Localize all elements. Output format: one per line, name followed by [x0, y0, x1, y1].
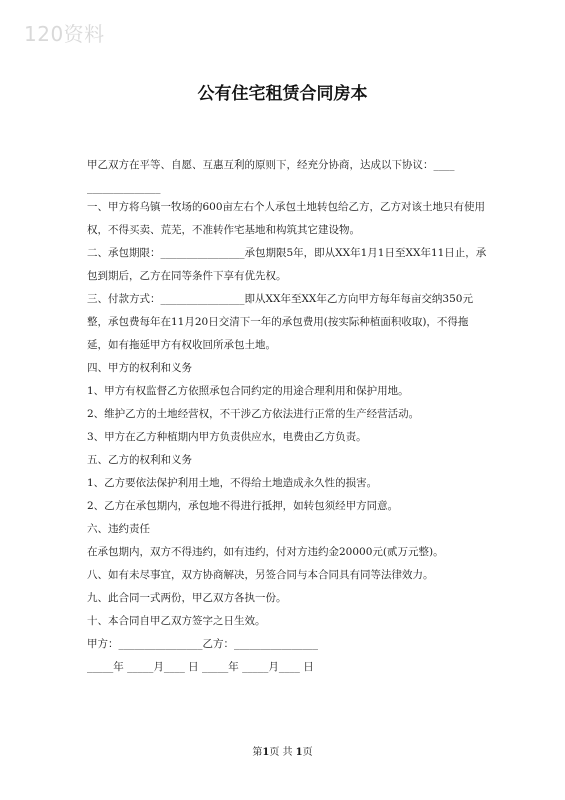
- clause-3-paragraph: 三、付款方式：________________即从XX年至XX年乙方向甲方每年每亩交纳350元整，承包费每年在11月20日交清下一年的承包费用(按实际种植面积收取)，不得拖延，如有拖延甲方有权收回所承包土地。: [87, 293, 473, 351]
- signature-line: 甲方：________________乙方：________________: [87, 638, 318, 650]
- clause-10-paragraph: 十、本合同自甲乙双方签字之日生效。: [87, 615, 266, 627]
- watermark-logo: 120资料: [24, 22, 105, 46]
- clause-4-3-paragraph: 3、甲方在乙方种植期内甲方负责供应水，电费由乙方负责。: [87, 431, 367, 443]
- date-line: _____年 _____月____ 日 _____年 _____月____ 日: [87, 661, 314, 673]
- total-page-number: 1: [295, 747, 303, 758]
- footer-page-suffix: 页 共: [269, 747, 296, 758]
- document-title: 公有住宅租赁合同房本: [197, 84, 368, 104]
- section-4-heading: 四、甲方的权利和义务: [87, 362, 192, 374]
- footer-prefix: 第: [252, 747, 263, 758]
- clause-4-2-paragraph: 2、维护乙方的土地经营权，不干涉乙方依法进行正常的生产经营活动。: [87, 408, 420, 420]
- clause-5-2-paragraph: 2、乙方在承包期内，承包地不得进行抵押，如转包须经甲方同意。: [87, 500, 399, 512]
- clause-2-paragraph: 二、承包期限：________________承包期限5年，即从XX年1月1日至XX年11日止，承包到期后，乙方在同等条件下享有优先权。: [87, 247, 487, 282]
- footer-total-suffix: 页: [302, 747, 313, 758]
- section-5-heading: 五、乙方的权利和义务: [87, 454, 192, 466]
- clause-1-paragraph: 一、甲方将乌镇一牧场的600亩左右个人承包土地转包给乙方，乙方对该土地只有使用权，不得买卖、荒芜，不准转作宅基地和构筑其它建设物。: [87, 201, 486, 236]
- section-6-heading: 六、违约责任: [87, 523, 150, 535]
- clause-6-paragraph: 在承包期内，双方不得违约，如有违约，付对方违约金20000元(贰万元整)。: [87, 546, 444, 558]
- clause-5-1-paragraph: 1、乙方要依法保护利用土地，不得给土地造成永久性的损害。: [87, 477, 378, 489]
- page-footer: [0, 743, 565, 758]
- clause-8-paragraph: 八、如有未尽事宜，双方协商解决，另签合同与本合同具有同等法律效力。: [87, 569, 434, 581]
- clause-9-paragraph: 九、此合同一式两份，甲乙双方各执一份。: [87, 592, 287, 604]
- clause-4-1-paragraph: 1、甲方有权监督乙方依照承包合同约定的用途合理利用和保护用地。: [87, 385, 409, 397]
- preamble-paragraph: 甲乙双方在平等、自愿、互惠互利的原则下，经充分协商，达成以下协议：____ ______________: [87, 159, 455, 194]
- current-page-number: 1: [262, 747, 270, 758]
